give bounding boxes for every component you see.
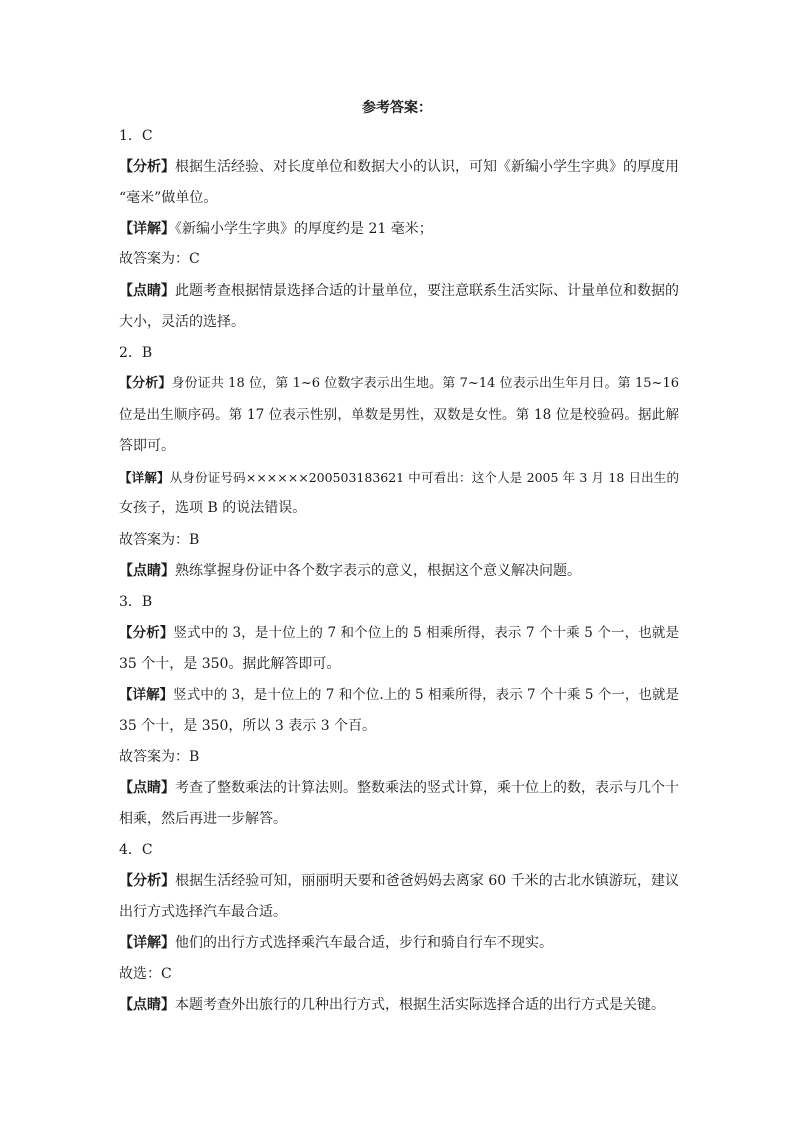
q2-detail-line-1 — [119, 468, 679, 488]
analysis-tag: 【分析】 — [119, 159, 175, 175]
q3-detail-text-1: 竖式中的 3，是十位上的 7 和个位.上的 5 相乘所得，表示 7 个十乘 5 个一，也就是 — [173, 687, 680, 703]
q1-analysis-line-2: “毫米”做单位。 — [119, 190, 218, 206]
q4-point-text-1: 本题考查外出旅行的几种出行方式，根据生活实际选择合适的出行方式是关键。 — [175, 997, 665, 1013]
q3-point-text-1: 考查了整数乘法的计算法则。整数乘法的竖式计算，乘十位上的数，表示与几个十 — [175, 780, 679, 796]
page-title: 参考答案： — [362, 100, 432, 116]
q1-analysis-text-1: 根据生活经验、对长度单位和数据大小的认识，可知《新编小学生字典》的厚度用 — [175, 159, 679, 175]
q3-analysis-line-2: 35 个十，是 350。据此解答即可。 — [119, 656, 341, 672]
q1-point-line-2: 大小，灵活的选择。 — [119, 314, 245, 330]
q1-point-line-1 — [119, 281, 679, 301]
q3-point-line-2: 相乘，然后再进一步解答。 — [119, 811, 287, 827]
q3-analysis-text-1: 竖式中的 3，是十位上的 7 和个位上的 5 相乘所得，表示 7 个十乘 5 个一，也就是 — [173, 625, 679, 641]
q2-answer: 故答案为：B — [119, 532, 200, 548]
q2-point-text-1: 熟练掌握身份证中各个数字表示的意义，根据这个意义解决问题。 — [175, 563, 581, 579]
detail-tag: 【详解】 — [119, 221, 175, 237]
q1-point-text-1: 此题考查根据情景选择合适的计量单位，要注意联系生活实际、计量单位和数据的 — [175, 283, 679, 299]
q2-detail-text-1: 从身份证号码××××××200503183621 中可看出：这个人是 2005 年 3 月 18 日出生的 — [169, 470, 679, 485]
analysis-tag: 【分析】 — [119, 625, 174, 641]
q4-number: 4．C — [119, 842, 153, 858]
q3-point-line-1 — [119, 778, 679, 798]
detail-tag: 【详解】 — [119, 935, 175, 951]
q4-analysis-line-1 — [119, 871, 679, 891]
point-tag: 【点睛】 — [119, 563, 175, 579]
analysis-tag: 【分析】 — [119, 873, 176, 889]
q1-answer: 故答案为：C — [119, 251, 200, 267]
q3-answer: 故答案为：B — [119, 749, 200, 765]
q4-analysis-line-2: 出行方式选择汽车最合适。 — [119, 904, 287, 920]
q1-detail-line-1 — [119, 219, 679, 239]
q4-point-line-1 — [119, 995, 679, 1015]
q4-detail-text-1: 他们的出行方式选择乘汽车最合适，步行和骑自行车不现实。 — [175, 935, 553, 951]
q3-analysis-line-1 — [119, 623, 679, 643]
q1-number: 1．C — [119, 128, 153, 144]
q3-number: 3．B — [119, 594, 153, 610]
q2-analysis-line-1 — [119, 374, 679, 394]
analysis-tag: 【分析】 — [119, 376, 172, 391]
q2-analysis-line-2: 位是出生顺序码。第 17 位表示性别，单数是男性，双数是女性。第 18 位是校验码。据此解 — [119, 407, 679, 423]
q4-answer: 故选：C — [119, 966, 172, 982]
detail-tag: 【详解】 — [119, 470, 170, 485]
point-tag: 【点睛】 — [119, 997, 175, 1013]
detail-tag: 【详解】 — [119, 687, 174, 703]
q1-analysis-line-1 — [119, 157, 679, 177]
q4-detail-line-1 — [119, 933, 679, 953]
q2-detail-line-2: 女孩子，选项 B 的说法错误。 — [119, 500, 307, 516]
q2-analysis-line-3: 答即可。 — [119, 438, 175, 454]
point-tag: 【点睛】 — [119, 780, 175, 796]
q1-detail-text-1: 《新编小学生字典》的厚度约是 21 毫米； — [175, 221, 433, 237]
point-tag: 【点睛】 — [119, 283, 175, 299]
q3-detail-line-1 — [119, 685, 679, 705]
q2-number: 2．B — [119, 345, 153, 361]
q2-point-line-1 — [119, 561, 679, 581]
q3-detail-line-2: 35 个十，是 350，所以 3 表示 3 个百。 — [119, 718, 377, 734]
q4-analysis-text-1: 根据生活经验可知，丽丽明天要和爸爸妈妈去离家 60 千米的古北水镇游玩，建议 — [175, 873, 680, 889]
q2-analysis-text-1: 身份证共 18 位，第 1~6 位数字表示出生地。第 7~14 位表示出生年月日。第 15~16 — [171, 376, 679, 391]
